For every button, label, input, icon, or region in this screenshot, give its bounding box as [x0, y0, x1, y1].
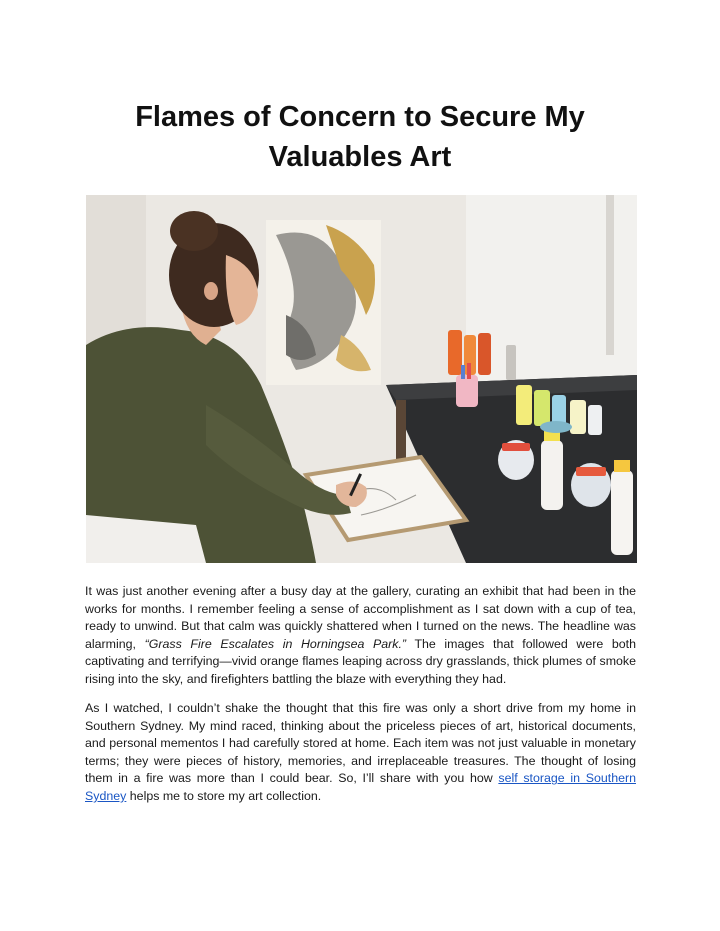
wall-painting: [266, 220, 381, 385]
paragraph-1-text: It was just another evening after a busy day at the gallery, curating an exhibit that had been in the works for months. I remember feeling a sense of accomplishment as I sat down with a cup of tea, ready to unwind. But that calm was quickly shattered when I turned on the news. The headline was alarming,: [85, 584, 636, 651]
paragraph-2: [85, 700, 636, 806]
paragraph-1-text-end: The images that followed were both captivating and terrifying—vivid orange flames leaping across dry grasslands, thick plumes of smoke rising into the sky, and firefighters battling the blaze with everything they had.: [85, 636, 636, 686]
title-line-2: Valuables Art: [268, 141, 452, 173]
news-headline-quote: “Grass Fire Escalates in Horningsea Park.”: [144, 636, 407, 651]
paragraph-2-text-end: helps me to store my art collection.: [126, 788, 322, 803]
page-title: [86, 97, 634, 177]
self-storage-link[interactable]: self storage in Southern Sydney: [85, 771, 636, 803]
title-line-1: Flames of Concern to Secure My: [135, 101, 585, 133]
paragraph-1: [85, 583, 636, 689]
artist-photo: [86, 195, 637, 563]
artist-photo-illustration: [86, 195, 637, 563]
paragraph-2-text: As I watched, I couldn’t shake the thought that this fire was only a short drive from my home in Southern Sydney. My mind raced, thinking about the priceless pieces of art, historical documents, and personal mementos I had carefully stored at home. Each item was not just valuable in monetary terms; they were pieces of history, memories, and irreplaceable treasures. The thought of losing them in a fire was more than I could bear. So, I’ll share with you how: [85, 701, 636, 786]
